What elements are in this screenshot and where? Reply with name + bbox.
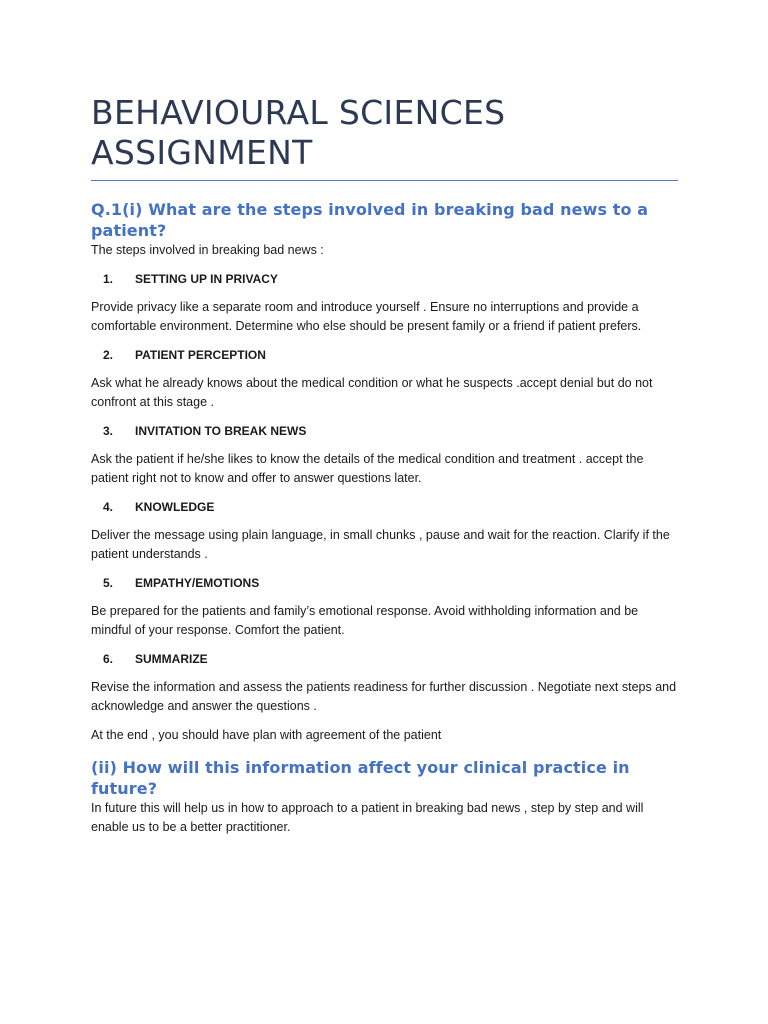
- step-description: Be prepared for the patients and family’s emotional response. Avoid withholding information and be mindful of your response. Comfort the patient.: [91, 604, 639, 638]
- step-number: 2.: [102, 348, 113, 363]
- step-description: Ask the patient if he/she likes to know the details of the medical condition and treatment . accept the patient right not to know and offer to answer questions later.: [91, 452, 644, 486]
- step-title: EMPATHY/EMOTIONS: [135, 576, 260, 591]
- step-title: PATIENT PERCEPTION: [135, 348, 266, 363]
- closing-text: At the end , you should have plan with agreement of the patient: [91, 728, 442, 743]
- intro-text: The steps involved in breaking bad news :: [91, 243, 324, 258]
- step-description: Ask what he already knows about the medical condition or what he suspects .accept denial but do not confront at this stage .: [91, 376, 653, 410]
- question-2-answer: In future this will help us in how to approach to a patient in breaking bad news , step by step and will enable us to be a better practitioner.: [91, 801, 644, 835]
- step-title: KNOWLEDGE: [135, 500, 215, 515]
- step-item: [91, 270, 677, 336]
- step-description: Revise the information and assess the patients readiness for further discussion . Negotiate next steps and acknowledge and answer the questions .: [91, 680, 677, 714]
- step-number: 6.: [102, 652, 113, 667]
- steps-list: [91, 270, 677, 716]
- question-1-heading: Q.1(i) What are the steps involved in breaking bad news to a patient?: [91, 200, 649, 241]
- step-item: [91, 346, 677, 412]
- step-item: [91, 422, 677, 488]
- step-title: INVITATION TO BREAK NEWS: [135, 424, 307, 439]
- step-description: Deliver the message using plain language, in small chunks , pause and wait for the reaction. Clarify if the patient understands .: [91, 528, 670, 562]
- step-item: [91, 650, 677, 716]
- document-title: BEHAVIOURAL SCIENCES ASSIGNMENT: [91, 93, 506, 172]
- step-number: 1.: [102, 272, 113, 287]
- step-item: [91, 574, 677, 640]
- step-number: 4.: [102, 500, 113, 515]
- step-description: Provide privacy like a separate room and introduce yourself . Ensure no interruptions and provide a comfortable environment. Determine who else should be present family or a friend if patient prefers.: [91, 300, 642, 334]
- title-underline: [91, 180, 678, 181]
- question-2-heading: (ii) How will this information affect your clinical practice in future?: [91, 758, 630, 799]
- step-title: SETTING UP IN PRIVACY: [135, 272, 278, 287]
- step-title: SUMMARIZE: [135, 652, 208, 667]
- step-item: [91, 498, 677, 564]
- step-number: 3.: [102, 424, 113, 439]
- step-number: 5.: [102, 576, 113, 591]
